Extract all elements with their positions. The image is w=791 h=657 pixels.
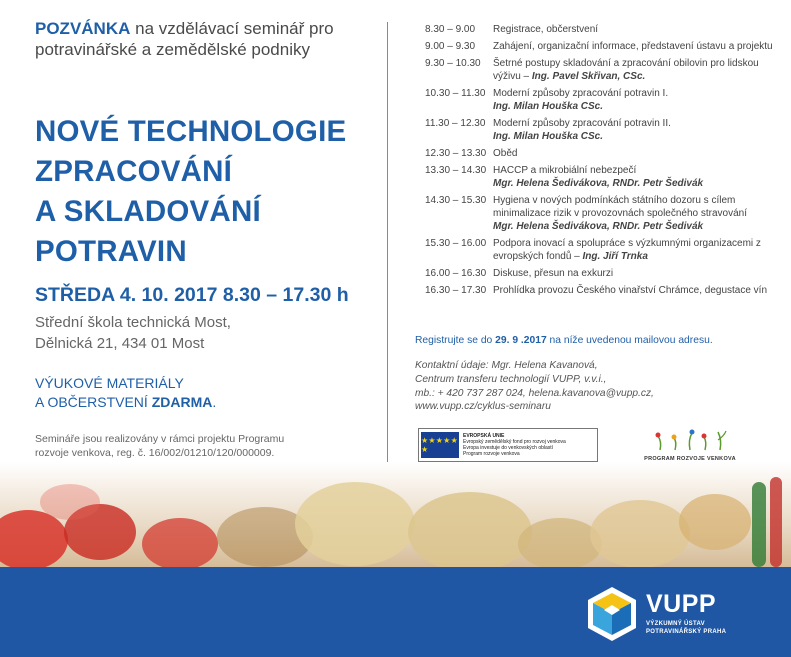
agenda-row	[415, 23, 775, 36]
project-note	[35, 432, 335, 460]
agenda-text: Šetrné postupy skladování a zpracování obilovin pro lidskou výživu –	[493, 58, 759, 82]
agenda-speaker: Mgr. Helena Šedivákova, RNDr. Petr Šedivák	[493, 221, 704, 232]
agenda-desc	[493, 57, 775, 83]
agenda-row	[415, 284, 775, 297]
agenda-row	[415, 117, 775, 143]
agenda-text: Oběd	[493, 148, 518, 159]
agenda-text: HACCP a mikrobiální nebezpečí	[493, 165, 637, 176]
vupp-sub-line: POTRAVINÁŘSKÝ PRAHA	[646, 628, 727, 635]
agenda-row	[415, 267, 775, 280]
agenda-text: Podpora inovací a spolupráce s výzkumnými organizacemi z evropských fondů –	[493, 238, 761, 262]
materials-note	[35, 374, 216, 412]
agenda-time: 9.00 – 9.30	[425, 41, 476, 52]
eu-logo	[418, 428, 598, 462]
agenda-time: 8.30 – 9.00	[425, 24, 476, 35]
title-line: A SKLADOVÁNÍ	[35, 195, 261, 228]
invite-line2: potravinářské a zemědělské podniky	[35, 40, 310, 59]
agenda-time: 14.30 – 15.30	[425, 195, 487, 206]
project-line: rozvoje venkova, reg. č. 16/002/01210/120/000009.	[35, 447, 275, 459]
invite-heading	[35, 18, 370, 60]
eu-flag-icon	[421, 432, 459, 458]
vupp-logo	[586, 585, 786, 645]
contact-line: Kontaktní údaje: Mgr. Helena Kavanová,	[415, 360, 598, 371]
eu-stars: ★ ★ ★ ★ ★ ★	[421, 436, 457, 454]
vupp-name: VUPP	[646, 590, 717, 618]
agenda-text: Zahájení, organizační informace, představení ústavu a projektu	[493, 41, 773, 52]
agenda-time: 15.30 – 16.00	[425, 238, 487, 249]
agenda-desc	[493, 164, 775, 190]
venue-line: Dělnická 21, 434 01 Most	[35, 335, 205, 352]
agenda-desc	[493, 87, 775, 113]
agenda-speaker: Ing. Milan Houška CSc.	[493, 131, 604, 142]
eu-heading: EVROPSKÁ UNIE	[463, 433, 505, 439]
agenda-row	[415, 57, 775, 83]
contact-line: Centrum transferu technologií VUPP, v.v.i.,	[415, 373, 607, 385]
event-datetime: STŘEDA 4. 10. 2017 8.30 – 17.30 h	[35, 284, 349, 306]
agenda-time: 12.30 – 13.30	[425, 148, 487, 159]
agenda-row	[415, 147, 775, 160]
agenda-text: Diskuse, přesun na exkurzi	[493, 268, 614, 279]
agenda-time: 9.30 – 10.30	[425, 58, 481, 69]
agenda-desc	[493, 23, 775, 36]
eu-line: Evropský zemědělský fond pro rozvoj venkova	[463, 439, 566, 445]
agenda-row	[415, 87, 775, 113]
agenda-text: Hygiena v nových podmínkách státního dozoru s cílem minimalizace rizik v provozovnách společného stravování	[493, 195, 748, 219]
agenda-time: 13.30 – 14.30	[425, 165, 487, 176]
agenda-speaker: Ing. Pavel Skřivan, CSc.	[531, 71, 646, 82]
project-line: Semináře jsou realizovány v rámci projektu Programu	[35, 433, 285, 445]
agenda-row	[415, 194, 775, 233]
contact-info	[415, 359, 654, 414]
registration-note	[415, 335, 713, 346]
title-line: NOVÉ TECHNOLOGIE	[35, 115, 347, 148]
agenda-time: 16.30 – 17.30	[425, 285, 487, 296]
materials-suffix: .	[212, 394, 217, 410]
register-prefix: Registrujte se do	[415, 335, 496, 346]
vupp-subtitle	[646, 621, 726, 636]
agenda-desc	[493, 267, 775, 280]
agenda-text: Moderní způsoby zpracování potravin II.	[493, 118, 671, 129]
vegetables-illustration	[0, 462, 791, 567]
materials-line2	[35, 393, 216, 412]
agenda	[415, 23, 775, 301]
register-suffix: na níže uvedenou mailovou adresu.	[546, 335, 713, 346]
agenda-desc	[493, 40, 775, 53]
agenda-time: 10.30 – 11.30	[425, 88, 486, 99]
materials-prefix: A OBČERSTVENÍ	[35, 394, 152, 410]
title-line: ZPRACOVÁNÍ	[35, 155, 233, 188]
contact-web-link[interactable]: www.vupp.cz/cyklus-seminaru	[415, 401, 551, 413]
agenda-row	[415, 164, 775, 190]
agenda-speaker: Ing. Milan Houška CSc.	[493, 101, 604, 112]
materials-line1: VÝUKOVÉ MATERIÁLY	[35, 375, 184, 391]
agenda-text: Moderní způsoby zpracování potravin I.	[493, 88, 669, 99]
agenda-speaker: Ing. Jiří Trnka	[582, 251, 648, 262]
agenda-desc	[493, 194, 775, 233]
venue	[35, 312, 231, 354]
eu-line: Program rozvoje venkova	[463, 451, 520, 457]
agenda-speaker: Mgr. Helena Šedivákova, RNDr. Petr Šedivák	[493, 178, 704, 189]
agenda-desc	[493, 237, 775, 263]
agenda-desc	[493, 284, 775, 297]
prv-logo-text: PROGRAM ROZVOJE VENKOVA	[644, 456, 736, 462]
column-divider	[387, 22, 388, 462]
register-date: 29. 9 .2017	[495, 335, 547, 346]
title-line: POTRAVIN	[35, 235, 187, 268]
prv-logo	[630, 428, 750, 462]
invite-line1: na vzdělávací seminář pro	[130, 19, 334, 38]
partner-logos	[418, 428, 778, 462]
eu-line: Evropa investuje do venkovských oblastí	[463, 445, 554, 451]
eu-logo-text	[463, 433, 566, 457]
vupp-sub-line: VÝZKUMNÝ ÚSTAV	[646, 621, 705, 627]
agenda-time: 11.30 – 12.30	[425, 118, 486, 129]
seminar-title	[35, 112, 370, 272]
left-column	[35, 18, 370, 272]
vegetables-photo	[0, 462, 791, 567]
agenda-desc	[493, 147, 775, 160]
invite-keyword: POZVÁNKA	[35, 19, 131, 38]
contact-email-line[interactable]: mb.: + 420 737 287 024, helena.kavanova@vupp.cz,	[415, 387, 654, 399]
agenda-text: Registrace, občerstvení	[493, 24, 599, 35]
prv-sprouts-icon	[630, 428, 750, 452]
materials-free: ZDARMA	[151, 394, 213, 410]
agenda-text: Prohlídka provozu Českého vinařství Chrámce, degustace vín	[493, 285, 768, 296]
agenda-row	[415, 40, 775, 53]
venue-line: Střední škola technická Most,	[35, 314, 231, 331]
agenda-desc	[493, 117, 775, 143]
agenda-time: 16.00 – 16.30	[425, 268, 487, 279]
vupp-hexagon-icon	[586, 585, 638, 643]
agenda-row	[415, 237, 775, 263]
